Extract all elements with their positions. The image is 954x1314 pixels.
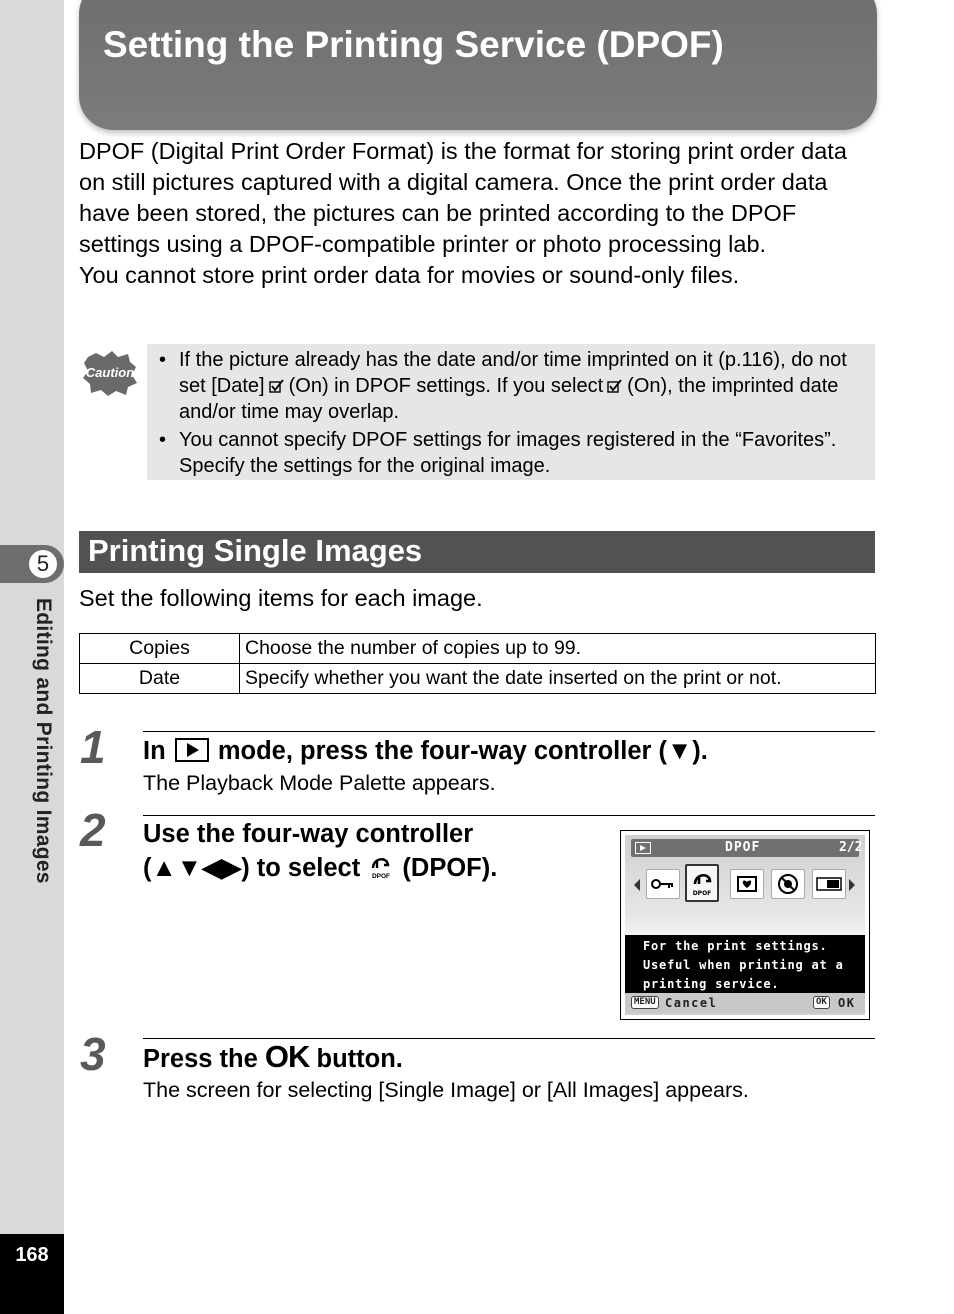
camera-page-indicator: 2/2 [839, 840, 863, 855]
checkbox-on-icon [269, 379, 285, 393]
chapter-number: 5 [27, 548, 59, 580]
step-title: (▲▼◀▶) to select DPOF (DPOF). [143, 854, 498, 882]
caution-text: You cannot specify DPOF settings for images registered in the “Favorites”. Specify the settings for the original image. [179, 429, 837, 477]
menu-key-icon: MENU [631, 996, 659, 1009]
step-title: Press the OK button. [143, 1039, 403, 1074]
caution-text: If the picture already has the date and/or time imprinted on it (p.116), do not set [Date] [179, 349, 847, 397]
arrow-right-icon [849, 879, 855, 891]
dpof-icon [367, 852, 395, 880]
playback-icon [635, 842, 651, 854]
ok-button-icon: OK [264, 1039, 310, 1074]
section-subtitle: Set the following items for each image. [79, 585, 483, 611]
favorites-icon [730, 869, 764, 899]
intro-paragraph: DPOF (Digital Print Order Format) is the format for storing print order data on still pictures captured with a digital camera. Once the print order data have been stored, the pictures can be printed according to the DPOF settings using a DPOF-compatible printer or photo processing lab. [79, 138, 847, 257]
remove-red-eye-icon [771, 869, 805, 899]
step-number: 1 [80, 721, 106, 773]
svg-text:DPOF: DPOF [692, 890, 712, 897]
svg-text:DPOF: DPOF [372, 873, 391, 880]
page-number: 168 [15, 1244, 49, 1266]
camera-help-message: For the print settings. Useful when printing at a printing service. [625, 935, 865, 993]
dpof-icon [685, 864, 719, 902]
step-divider [143, 1038, 875, 1039]
camera-screen-title: DPOF [725, 840, 761, 855]
table-cell-item: Copies [80, 634, 240, 664]
step-divider [143, 731, 875, 732]
ok-label: OK [838, 996, 856, 1010]
table-cell-desc: Choose the number of copies up to 99. [240, 634, 876, 664]
step-number: 2 [80, 804, 106, 856]
playback-icon [175, 738, 209, 762]
caution-box [147, 344, 875, 480]
settings-table [79, 633, 876, 694]
caution-bullet: • If the picture already has the date and/or time imprinted on it (p.116), do not set [Date] (On) in DPOF settings. If you select (On), the imprinted date and/or time may overlap. [159, 349, 847, 423]
table-cell-desc: Specify whether you want the date inserted on the print or not. [240, 664, 876, 694]
section-title: Printing Single Images [88, 533, 423, 568]
caution-text: (On) in DPOF settings. If you select [288, 375, 604, 397]
step-description: The screen for selecting [Single Image] or [All Images] appears. [143, 1078, 749, 1102]
caution-text: (On), the imprinted date and/or time may overlap. [179, 375, 839, 423]
ok-key-icon: OK [813, 996, 830, 1009]
step-number: 3 [80, 1028, 106, 1080]
cancel-label: Cancel [665, 996, 718, 1010]
step-divider [143, 815, 875, 816]
checkbox-on-icon [607, 379, 623, 393]
page-title: Setting the Printing Service (DPOF) [103, 24, 724, 65]
intro-paragraph: You cannot store print order data for movies or sound-only files. [79, 262, 740, 288]
step-title: In mode, press the four-way controller (▼). [143, 737, 708, 765]
step-title: Use the four-way controller [143, 820, 474, 848]
protect-key-icon [646, 869, 680, 899]
camera-screen-illustration [620, 830, 870, 1020]
step-description: The Playback Mode Palette appears. [143, 771, 496, 795]
camera-bottom-bar [625, 993, 865, 1013]
table-row [80, 634, 876, 664]
caution-icon-label: Caution [85, 365, 135, 380]
table-row [80, 664, 876, 694]
intro-text [79, 136, 879, 291]
table-cell-item: Date [80, 664, 240, 694]
caution-bullet: • You cannot specify DPOF settings for images registered in the “Favorites”. Specify the settings for the original image. [159, 427, 861, 479]
arrow-left-icon [634, 879, 640, 891]
caution-icon [82, 349, 138, 397]
camera-lcd [625, 835, 865, 1015]
slideshow-frame-icon [812, 869, 846, 899]
chapter-title: Editing and Printing Images [32, 598, 55, 884]
